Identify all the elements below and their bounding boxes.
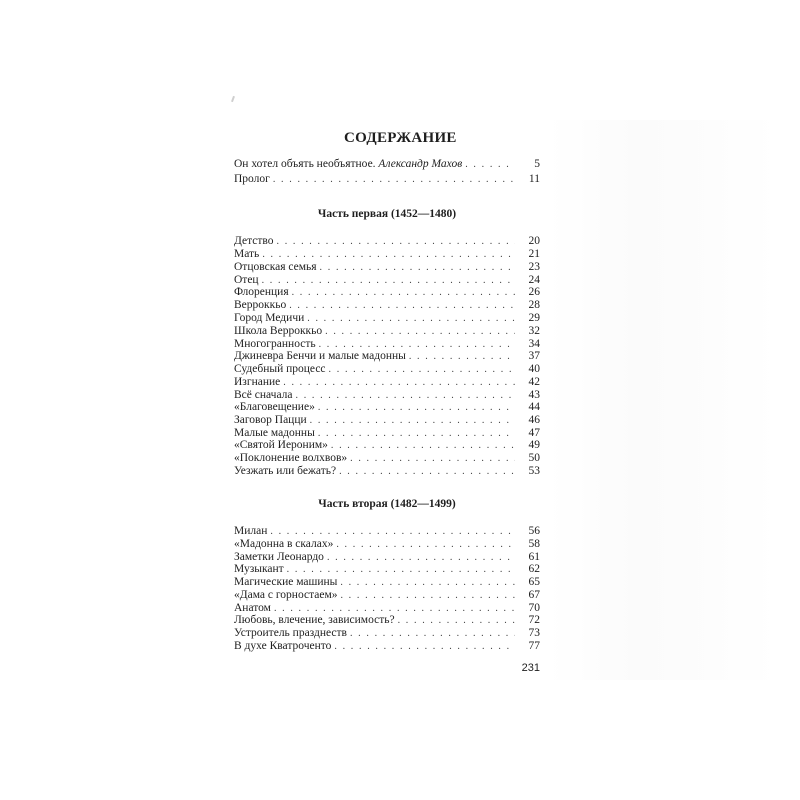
toc-entry-title: Всё сначала [234,389,293,401]
toc-entry-page: 77 [528,640,540,652]
dot-leader [273,173,515,187]
toc-entry-title: Многогранность [234,338,316,350]
toc-entry [234,298,540,312]
toc-entry-title: «Дама с горностаем» [234,589,338,601]
toc-entry-page: 56 [528,525,540,537]
toc-entry-page: 47 [528,427,540,439]
page-shadow [548,120,778,680]
toc-entry-title: Флоренция [234,286,289,298]
toc-entry-page: 53 [528,465,540,477]
toc-entry-title: Школа Верроккьо [234,325,323,337]
toc-entry [234,234,540,248]
toc-entry-author: Александр Махов [378,158,463,170]
toc-entry-page: 23 [528,261,540,273]
toc-entry-title: «Поклонение волхвов» [234,452,348,464]
toc-entry [234,247,540,261]
toc-entry-title: Пролог [234,173,270,185]
toc-entry [234,362,540,376]
toc-entry [234,524,540,538]
toc-entry [234,260,540,274]
part-heading: Часть вторая (1482—1499) [318,498,456,510]
toc-entry-title: В духе Кватроченто [234,640,332,652]
toc-entry [234,285,540,299]
toc-entry-title: Музыкант [234,563,284,575]
toc-entry-title: Милан [234,525,268,537]
toc-entry [234,626,540,640]
toc-entry-title: Отцовская семья [234,261,317,273]
toc-entry-title: Изгнание [234,376,281,388]
toc-entry-title: Заметки Леонардо [234,551,324,563]
dot-leader [465,158,515,172]
toc-entry-page: 21 [528,248,540,260]
toc-entry [234,451,540,465]
toc-entry-page: 26 [528,286,540,298]
toc-entry-title: Устроитель празднеств [234,627,347,639]
toc-entry [234,324,540,338]
toc-entry-title: Детство [234,235,274,247]
toc-entry [234,413,540,427]
toc-entry-page: 29 [528,312,540,324]
toc-entry [234,464,540,478]
toc-entry-title: «Мадонна в скалах» [234,538,334,550]
toc-entry-page: 37 [528,350,540,362]
toc-entry [234,562,540,576]
toc-entry [234,613,540,627]
toc-entry [234,349,540,363]
toc-entry-page: 61 [528,551,540,563]
toc-entry-title: Уезжать или бежать? [234,465,337,477]
toc-entry-page: 5 [534,158,540,170]
toc-entry [234,400,540,414]
toc-entry-title: Любовь, влечение, зависимость? [234,614,395,626]
toc-entry [234,311,540,325]
toc-entry-page: 32 [528,325,540,337]
toc-entry-page: 20 [528,235,540,247]
toc-entry-title: Город Медичи [234,312,305,324]
dot-leader [334,640,515,654]
toc-entry-page: 72 [528,614,540,626]
toc-entry-page: 28 [528,299,540,311]
toc-entry-title: Анатом [234,602,271,614]
toc-entry-title: Малые мадонны [234,427,315,439]
toc-entry-page: 40 [528,363,540,375]
toc-entry [234,575,540,589]
toc-entry-page: 24 [528,274,540,286]
toc-entry-page: 73 [528,627,540,639]
toc-entry-page: 62 [528,563,540,575]
toc-entry-title: Он хотел объять необъятное. Александр Махов [234,158,463,170]
part-heading: Часть первая (1452—1480) [317,208,457,220]
toc-entry [234,537,540,551]
dot-leader [339,465,515,479]
toc-entry-page: 65 [528,576,540,588]
toc-entry-prologue [234,172,540,186]
toc-entry-page: 67 [528,589,540,601]
toc-entry-title: Джиневра Бенчи и малые мадонны [234,350,406,362]
toc-entry-title: Магические машины [234,576,338,588]
toc-entry-page: 43 [528,389,540,401]
toc-title: СОДЕРЖАНИЕ [344,130,457,146]
toc-entry [234,375,540,389]
toc-entry-intro [234,157,540,171]
toc-entry [234,639,540,653]
toc-entry-page: 46 [528,414,540,426]
toc-entry-title: «Благовещение» [234,401,315,413]
toc-entry-title: «Святой Иероним» [234,439,328,451]
toc-entry-page: 70 [528,602,540,614]
toc-entry [234,438,540,452]
toc-entry-page: 44 [528,401,540,413]
toc-entry [234,588,540,602]
toc-entry-page: 49 [528,439,540,451]
toc-entry-page: 42 [528,376,540,388]
toc-entry-page: 34 [528,338,540,350]
toc-entry-page: 58 [528,538,540,550]
paper-mark [231,96,235,102]
toc-entry-title: Отец [234,274,259,286]
toc-entry-page: 11 [528,173,540,185]
page-number: 231 [521,662,540,674]
toc-entry-title: Заговор Пацци [234,414,307,426]
toc-entry-title: Верроккьо [234,299,287,311]
toc-entry-page: 50 [528,452,540,464]
toc-entry-title: Мать [234,248,260,260]
toc-entry-title: Судебный процесс [234,363,326,375]
